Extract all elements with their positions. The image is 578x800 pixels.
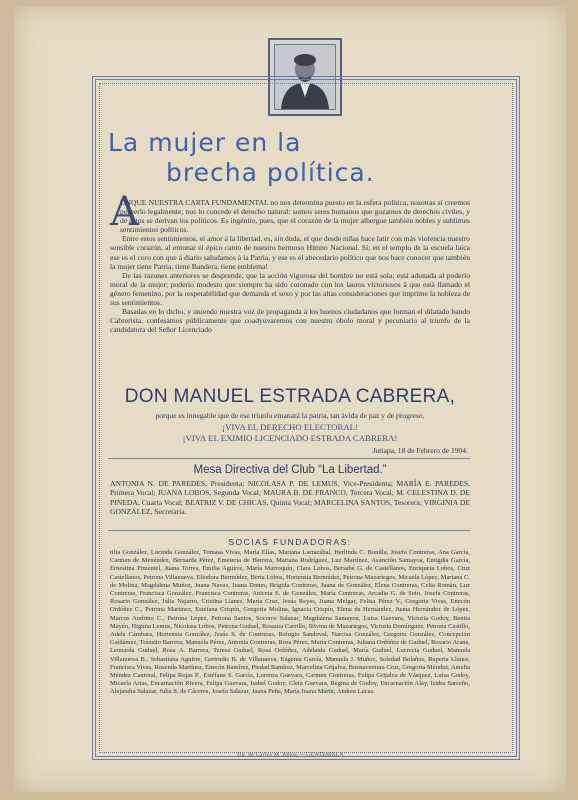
divider-2 (108, 530, 470, 531)
board-title: Mesa Directiva del Club “La Libertad.” (193, 464, 387, 476)
manifesto-body (110, 198, 470, 334)
board-members: ANTONIA N. DE PAREDES, Presidenta; NICOLASA P. DE LEMUS, Vice-Presidenta; MARÍA E. PAREDES, Primera Vocal; JUANA LOBOS, Segunda Vocal; MAURA B. DE FRANCO, Tercera Vocal; M. CELESTINA D. DE PINEDA, Cuarta Vocal; BEATRIZ V. DE CHICAS, Quinta Vocal; MARCELINA SANTOS, Tesorera; VIRGINIA DE GONZÁLEZ, Secretaria. (110, 479, 470, 516)
divider-1 (108, 458, 470, 459)
slogan-1: ¡VIVA EL DERECHO ELECTORAL! (222, 422, 358, 432)
printer-imprint: Tip. de Carlos M. Amos. —GUATEMALA (236, 752, 344, 758)
candidate-name: DON MANUEL ESTRADA CABRERA, (124, 386, 456, 407)
founders-title: SOCIAS FUNDADORAS: (228, 537, 352, 547)
slogans (110, 422, 470, 444)
paragraph-2: Entre estos sentimientos, el amor á la libertad, es, sin duda, el que desde niñas hace latir con más violencia nuestro sensible corazón, al entonar el épico canto de nuestro hermoso Himno Nacional. Sí; en el templo de la escuela laica ese es el coro con que á diario saludamos á la Patria, y ese es el abecedario político que nos hace conocer que también la mujer tiene Patria, tiene Bandera, tiene emblema! (110, 234, 470, 271)
paragraph-1: UNQUE NUESTRA CARTA FUNDAMENTAL no nos determina puesto en la esfera política, nosotras sí creemos poseerlo legalmente; nos lo concede el derecho natural: somos seres humanos que gozamos de derechos civiles, y de éstos se derivan los políticos. Es ingénito, pues, que el corazón de la mujer albergue también nobles y sublimes sentimientos políticos. (120, 198, 470, 235)
drop-cap: A (110, 189, 139, 235)
paragraph-4: Basadas en lo dicho, y uniendo nuestra voz de propaganda á los buenos ciudadanos que forman el dilatado bando Cabrerista, confesamos públicamente que coadyuvaremos con nuestro óbolo moral y pecuniario al triunfo de la candidatura del Señor Licenciado (110, 307, 470, 335)
paragraph-3: De las razones anteriores se desprende, que la acción vigorosa del hombre no está sola; está adunada al poderío moral de la mujer; poderío modesto que siempre ha sido coronado con los lauros victoriosos á que está llamado el género femenino, por la respetabilidad que demanda el sexo y por las altas consideraciones que imprime la nobleza de sus sentimientos. (110, 270, 470, 308)
slogan-2: ¡VIVA EL EXIMIO LICENCIADO ESTRADA CABRERA! (182, 433, 398, 443)
headline-line-2: brecha política. (166, 158, 375, 187)
headline-line-1: La mujer en la (108, 128, 302, 157)
candidate-subtext: porque es innegable que de ese triunfo emanará la patria, tan ávida de paz y de progreso. (155, 411, 425, 420)
dateline: Jutiapa, 18 de Febrero de 1904. (372, 446, 468, 455)
founders-list: tilia González, Lucinda González, Tomasa Vivas, María Elías, Mariana Larrazábal, Herlinda C. Bonilla, Josefa Contreras, Ana García, Carmen de Menéndez, Bernarda Pérez, Emeteria de Herrera, Mariana Rodríguez, Luz Martínez, Asunción Samayoa, Emigdia García, Ernestina Pimentel, Juana Torres, Emilia Aguirre, María Marroquín, Clara Lobos, Bersabé G. de Castellanos, Enriqueta Lobos, Cruz Castellanos, Petrona Villanueva, Eliodora Bermúdez, Berta Lobos, Hortensia Bermúdez, Petrona Mazariegos, Micaela López, Mariana C. de Molina, Magdalena Muñoz, Juana Navas, Juana Dones, Brígida Contreras, Juana de González, Elena Contreras, Celia Román, Luz Contreras, Francisca González, Francisca Contreras, Aniceta S. de González, María Contreras, Arcadia G. de Soto, Josefa Contreras, Rosario González, Julia Najarro, Cristina Llanes, María Cruz, Jesús Reyes, Juana Melgar, Felisa Pérez V., Gregoria Vivas, Enecón Ordóñez C., Petrona Martínez, Estéfana Crispín, Gregoria Molina, Ignacia Crispín, Elena de Hernández, Juana Hernández de López, Marcos Andrino C., Petrona López, Petrona Santos, Socorro Salazar, Magdalena Samayoa, Luisa Guevara, Victoria Godoy, Benita Mayén, Higinia Lemus, Nicolasa Lobos, Petrona Guduel, Rosaura Carrillo, Silvina de Mazariegos, Victoria Domínguez, Petrona Castillo, Adela Cámbara, Hortensia González, Jesús S. de Contreras, Refugio Sandoval, Narcisa González, Gregoria González, Concepción Galdámez, Tránsito Barrera, Manuela Pérez, Antonia Contreras, Rosa Pérez, María Contreras, Juliana Ordóñez de Guduel, Rosario Arana, Leonarda Guduel, Rosa A. Barrera, Teresa Guduel, Rosa Ordóñez, Adelaida Guduel, María Guduel, Lucrecia Guduel, Manuela Villanueva B., Sebastiana Aguirre, Gertrudis B. de Villanueva, Eúgenia García, Manuela J. Muñoz, Soledad Bolaños, Ruperta Llanes, Francisca Vivas, Rosenda Martínez, Enecón Ramírez, Piedad Ramírez, Marcelina Grijalva, Buenaventura Cruz, Gregoria Méndez, Amelia Méndez Cantoral, Felipa Rojas P., Estéfana S. García, Lorenza Guevara, Carmen Contreras, Felipa Grijalva de Vásquez, Luisa Godoy, Micaela Arias, Encarnación Rivera, Felipa Guevara, Isabel Godoy, Cleta Guevara, Regina de Godoy, Encarnación Alay, Isidra Sarceño, Alejandra Salazar, Julia S. de Cáceres, Josefa Salazar, Juana Peña, María Juana Mártir, Andrea Lucas. (110, 549, 470, 696)
headline (108, 128, 448, 188)
